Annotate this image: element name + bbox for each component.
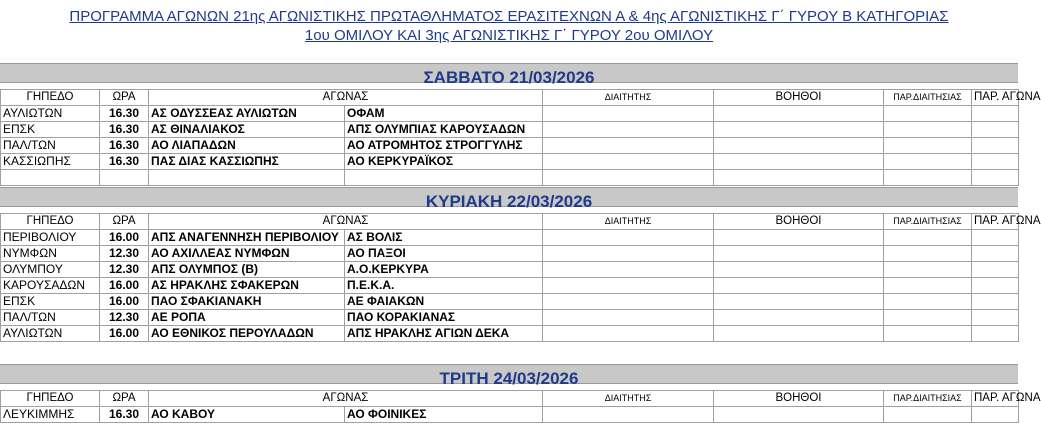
- header-ref-observer: ΠΑΡ.ΔΙΑΙΤΗΣΙΑΣ: [884, 214, 972, 230]
- venue-cell: ΠΑΛ/ΤΩΝ: [1, 138, 100, 154]
- match-observer-cell[interactable]: [972, 230, 1019, 246]
- header-match: ΑΓΩΝΑΣ: [149, 214, 543, 230]
- ref-observer-cell[interactable]: [884, 122, 972, 138]
- away-team-cell: ΠΑΟ ΚΟΡΑΚΙΑΝΑΣ: [345, 310, 543, 326]
- away-team-cell: ΑΟ ΚΕΡΚΥΡΑΪΚΟΣ: [345, 154, 543, 170]
- assistants-cell[interactable]: [714, 278, 884, 294]
- match-observer-cell[interactable]: [972, 278, 1019, 294]
- referee-cell[interactable]: [543, 278, 714, 294]
- match-observer-cell[interactable]: [972, 407, 1019, 423]
- match-row: [1, 326, 1019, 342]
- ref-observer-cell[interactable]: [884, 310, 972, 326]
- header-match-observer: ΠΑΡ. ΑΓΩΝΑ: [972, 90, 1019, 106]
- assistants-cell[interactable]: [714, 230, 884, 246]
- header-ref-observer: ΠΑΡ.ΔΙΑΙΤΗΣΙΑΣ: [884, 90, 972, 106]
- ref-observer-cell[interactable]: [884, 246, 972, 262]
- day-heading: ΤΡΙΤΗ 24/03/2026: [439, 369, 579, 388]
- time-cell: 16.30: [100, 106, 149, 122]
- day-heading: ΣΑΒΒΑΤΟ 21/03/2026: [423, 68, 595, 87]
- assistants-cell[interactable]: [714, 154, 884, 170]
- referee-cell[interactable]: [543, 138, 714, 154]
- away-team-cell: ΑΕ ΦΑΙΑΚΩΝ: [345, 294, 543, 310]
- referee-cell[interactable]: [543, 326, 714, 342]
- ref-observer-cell[interactable]: [884, 262, 972, 278]
- venue-cell: ΑΥΛΙΩΤΩΝ: [1, 326, 100, 342]
- header-match: ΑΓΩΝΑΣ: [149, 90, 543, 106]
- referee-cell[interactable]: [543, 310, 714, 326]
- empty-cell[interactable]: [714, 170, 884, 186]
- referee-cell[interactable]: [543, 262, 714, 278]
- venue-cell: ΠΕΡΙΒΟΛΙΟΥ: [1, 230, 100, 246]
- header-venue: ΓΗΠΕΔΟ: [1, 214, 100, 230]
- home-team-cell: ΑΟ ΛΙΑΠΑΔΩΝ: [149, 138, 345, 154]
- venue-cell: ΚΑΡΟΥΣΑΔΩΝ: [1, 278, 100, 294]
- schedule-table: [0, 213, 1041, 342]
- venue-cell: ΚΑΣΣΙΩΠΗΣ: [1, 154, 100, 170]
- header-venue: ΓΗΠΕΔΟ: [1, 391, 100, 407]
- venue-cell: ΕΠΣΚ: [1, 294, 100, 310]
- header-time: ΩΡΑ: [100, 90, 149, 106]
- table-header-row: [1, 391, 1019, 407]
- match-observer-cell[interactable]: [972, 154, 1019, 170]
- match-observer-cell[interactable]: [972, 106, 1019, 122]
- referee-cell[interactable]: [543, 294, 714, 310]
- match-observer-cell[interactable]: [972, 294, 1019, 310]
- home-team-cell: ΑΟ ΕΘΝΙΚΟΣ ΠΕΡΟΥΛΑΔΩΝ: [149, 326, 345, 342]
- home-team-cell: ΑΠΣ ΟΛΥΜΠΟΣ (Β): [149, 262, 345, 278]
- referee-cell[interactable]: [543, 106, 714, 122]
- away-team-cell: ΟΦΑΜ: [345, 106, 543, 122]
- match-observer-cell[interactable]: [972, 310, 1019, 326]
- away-team-cell: ΑΠΣ ΟΛΥΜΠΙΑΣ ΚΑΡΟΥΣΑΔΩΝ: [345, 122, 543, 138]
- match-row: [1, 262, 1019, 278]
- referee-cell[interactable]: [543, 230, 714, 246]
- home-team-cell: ΑΠΣ ΑΝΑΓΕΝΝΗΣΗ ΠΕΡΙΒΟΛΙΟΥ: [149, 230, 345, 246]
- assistants-cell[interactable]: [714, 294, 884, 310]
- away-team-cell: ΑΟ ΦΟΙΝΙΚΕΣ: [345, 407, 543, 423]
- match-observer-cell[interactable]: [972, 246, 1019, 262]
- header-time: ΩΡΑ: [100, 391, 149, 407]
- venue-cell: ΑΥΛΙΩΤΩΝ: [1, 106, 100, 122]
- empty-cell[interactable]: [345, 170, 543, 186]
- header-match: ΑΓΩΝΑΣ: [149, 391, 543, 407]
- venue-cell: ΕΠΣΚ: [1, 122, 100, 138]
- time-cell: 16.00: [100, 278, 149, 294]
- home-team-cell: ΑΕ ΡΟΠΑ: [149, 310, 345, 326]
- empty-cell[interactable]: [1, 170, 100, 186]
- page-title-line1: ΠΡΟΓΡΑΜΜΑ ΑΓΩΝΩΝ 21ης ΑΓΩΝΙΣΤΙΚΗΣ ΠΡΩΤΑΘΛΗΜΑΤΟΣ ΕΡΑΣΙΤΕΧΝΩΝ Α & 4ης ΑΓΩΝΙΣΤΙΚΗΣ Γ΄ ΓΥΡΟΥ Β ΚΑΤΗΓΟΡΙΑΣ: [69, 8, 949, 25]
- referee-cell[interactable]: [543, 154, 714, 170]
- away-team-cell: ΑΟ ΑΤΡΟΜΗΤΟΣ ΣΤΡΟΓΓΥΛΗΣ: [345, 138, 543, 154]
- header-match-observer: ΠΑΡ. ΑΓΩΝΑ: [972, 391, 1019, 407]
- referee-cell[interactable]: [543, 122, 714, 138]
- time-cell: 16.00: [100, 326, 149, 342]
- match-row: [1, 407, 1019, 423]
- ref-observer-cell[interactable]: [884, 154, 972, 170]
- match-row: [1, 106, 1019, 122]
- time-cell: 12.30: [100, 246, 149, 262]
- header-assistants: ΒΟΗΘΟΙ: [714, 391, 884, 407]
- header-venue: ΓΗΠΕΔΟ: [1, 90, 100, 106]
- header-match-observer: ΠΑΡ. ΑΓΩΝΑ: [972, 214, 1019, 230]
- header-ref-observer: ΠΑΡ.ΔΙΑΙΤΗΣΙΑΣ: [884, 391, 972, 407]
- away-team-cell: ΑΠΣ ΗΡΑΚΛΗΣ ΑΓΙΩΝ ΔΕΚΑ: [345, 326, 543, 342]
- time-cell: 16.30: [100, 122, 149, 138]
- away-team-cell: ΑΟ ΠΑΞΟΙ: [345, 246, 543, 262]
- away-team-cell: Π.Ε.Κ.Α.: [345, 278, 543, 294]
- venue-cell: ΟΛΥΜΠΟΥ: [1, 262, 100, 278]
- home-team-cell: ΑΣ ΗΡΑΚΛΗΣ ΣΦΑΚΕΡΩΝ: [149, 278, 345, 294]
- time-cell: 12.30: [100, 310, 149, 326]
- away-team-cell: Α.Ο.ΚΕΡΚΥΡΑ: [345, 262, 543, 278]
- header-referee: ΔΙΑΙΤΗΤΗΣ: [543, 391, 714, 407]
- match-observer-cell[interactable]: [972, 326, 1019, 342]
- assistants-cell[interactable]: [714, 407, 884, 423]
- match-row: [1, 138, 1019, 154]
- match-row: [1, 230, 1019, 246]
- page-title-line2: 1ου ΟΜΙΛΟΥ ΚΑΙ 3ης ΑΓΩΝΙΣΤΙΚΗΣ Γ΄ ΓΥΡΟΥ 2ου ΟΜΙΛΟΥ: [304, 27, 714, 44]
- home-team-cell: ΑΣ ΟΔΥΣΣΕΑΣ ΑΥΛΙΩΤΩΝ: [149, 106, 345, 122]
- time-cell: 16.30: [100, 154, 149, 170]
- ref-observer-cell[interactable]: [884, 230, 972, 246]
- header-referee: ΔΙΑΙΤΗΤΗΣ: [543, 214, 714, 230]
- match-row: [1, 154, 1019, 170]
- empty-cell[interactable]: [149, 170, 345, 186]
- venue-cell: ΛΕΥΚΙΜΜΗΣ: [1, 407, 100, 423]
- match-observer-cell[interactable]: [972, 138, 1019, 154]
- header-assistants: ΒΟΗΘΟΙ: [714, 90, 884, 106]
- match-row: [1, 122, 1019, 138]
- empty-cell[interactable]: [100, 170, 149, 186]
- assistants-cell[interactable]: [714, 138, 884, 154]
- assistants-cell[interactable]: [714, 246, 884, 262]
- time-cell: 16.00: [100, 230, 149, 246]
- time-cell: 12.30: [100, 262, 149, 278]
- home-team-cell: ΠΑΟ ΣΦΑΚΙΑΝΑΚΗ: [149, 294, 345, 310]
- empty-row: [1, 170, 1019, 186]
- ref-observer-cell[interactable]: [884, 138, 972, 154]
- assistants-cell[interactable]: [714, 262, 884, 278]
- match-observer-cell[interactable]: [972, 262, 1019, 278]
- table-header-row: [1, 90, 1019, 106]
- header-time: ΩΡΑ: [100, 214, 149, 230]
- home-team-cell: ΑΟ ΚΑΒΟΥ: [149, 407, 345, 423]
- empty-cell[interactable]: [543, 170, 714, 186]
- header-assistants: ΒΟΗΘΟΙ: [714, 214, 884, 230]
- day-heading: ΚΥΡΙΑΚΗ 22/03/2026: [425, 192, 593, 211]
- header-referee: ΔΙΑΙΤΗΤΗΣ: [543, 90, 714, 106]
- match-row: [1, 278, 1019, 294]
- venue-cell: ΠΑΛ/ΤΩΝ: [1, 310, 100, 326]
- empty-cell[interactable]: [884, 170, 972, 186]
- empty-cell[interactable]: [972, 170, 1019, 186]
- referee-cell[interactable]: [543, 246, 714, 262]
- assistants-cell[interactable]: [714, 122, 884, 138]
- schedule-table: [0, 390, 1041, 423]
- ref-observer-cell[interactable]: [884, 106, 972, 122]
- ref-observer-cell[interactable]: [884, 326, 972, 342]
- assistants-cell[interactable]: [714, 106, 884, 122]
- venue-cell: ΝΥΜΦΩΝ: [1, 246, 100, 262]
- time-cell: 16.00: [100, 294, 149, 310]
- home-team-cell: ΑΟ ΑΧΙΛΛΕΑΣ ΝΥΜΦΩΝ: [149, 246, 345, 262]
- home-team-cell: ΑΣ ΘΙΝΑΛΙΑΚΟΣ: [149, 122, 345, 138]
- assistants-cell[interactable]: [714, 310, 884, 326]
- match-observer-cell[interactable]: [972, 122, 1019, 138]
- time-cell: 16.30: [100, 407, 149, 423]
- ref-observer-cell[interactable]: [884, 407, 972, 423]
- match-row: [1, 246, 1019, 262]
- referee-cell[interactable]: [543, 407, 714, 423]
- match-row: [1, 310, 1019, 326]
- ref-observer-cell[interactable]: [884, 294, 972, 310]
- table-header-row: [1, 214, 1019, 230]
- match-row: [1, 294, 1019, 310]
- time-cell: 16.30: [100, 138, 149, 154]
- away-team-cell: ΑΣ ΒΟΛΙΣ: [345, 230, 543, 246]
- ref-observer-cell[interactable]: [884, 278, 972, 294]
- schedule-table: [0, 89, 1041, 186]
- home-team-cell: ΠΑΣ ΔΙΑΣ ΚΑΣΣΙΩΠΗΣ: [149, 154, 345, 170]
- assistants-cell[interactable]: [714, 326, 884, 342]
